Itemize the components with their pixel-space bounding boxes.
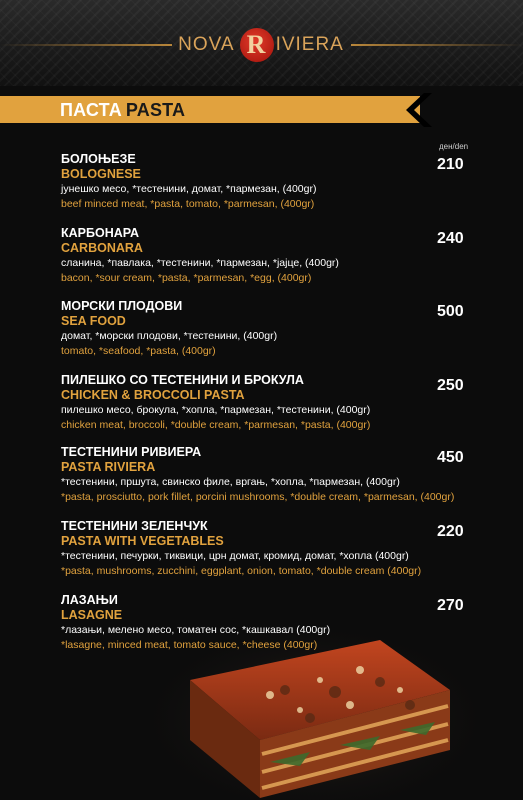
item-name-en: CHICKEN & BROCCOLI PASTA (61, 388, 245, 402)
brand-name-part2: IVIERA (275, 34, 344, 55)
menu-header (0, 0, 523, 86)
item-description-en: beef minced meat, *pasta, tomato, *parmesan, (400gr) (61, 198, 315, 210)
item-name-en: PASTA WITH VEGETABLES (61, 534, 224, 548)
item-name-mk: МОРСКИ ПЛОДОВИ (61, 299, 183, 313)
menu-item-pasta-vegetables (61, 519, 501, 578)
menu-item-sea-food (61, 299, 501, 358)
item-description-en: *lasagne, minced meat, tomato sauce, *cheese (400gr) (61, 639, 318, 651)
brand-logo (176, 27, 346, 63)
brand-name-part1: NOVA (178, 34, 235, 55)
item-description-mk: јунешко месо, *тестенини, домат, *пармезан, (400gr) (61, 183, 317, 195)
item-description-en: tomato, *seafood, *pasta, (400gr) (61, 345, 216, 357)
item-price: 240 (437, 230, 464, 247)
header-rule-left (0, 44, 172, 46)
menu-item-bolognese (61, 152, 501, 211)
item-description-en: *pasta, prosciutto, pork fillet, porcini mushrooms, *double cream, *parmesan, (400gr) (61, 491, 455, 503)
item-name-mk: БОЛОЊЕЗЕ (61, 152, 136, 166)
item-description-mk: *тестенини, печурки, тиквици, црн домат, кромид, домат, *хопла (400gr) (61, 550, 409, 562)
price-unit-label: ден/den (439, 142, 469, 151)
logo-emblem (240, 28, 274, 62)
item-description-en: chicken meat, broccoli, *double cream, *parmesan, *pasta, (400gr) (61, 419, 371, 431)
item-price: 210 (437, 156, 464, 173)
menu-item-chicken-broccoli (61, 373, 501, 432)
item-price: 220 (437, 523, 464, 540)
item-description-en: bacon, *sour cream, *pasta, *parmesan, *egg, (400gr) (61, 272, 312, 284)
item-price: 450 (437, 449, 464, 466)
item-name-mk: КАРБОНАРА (61, 226, 140, 240)
item-name-en: CARBONARA (61, 241, 143, 255)
item-description-mk: *тестенини, пршута, свинско филе, вргањ, *хопла, *пармезан, (400gr) (61, 476, 400, 488)
item-description-mk: сланина, *павлака, *тестенини, *пармезан, *јајце, (400gr) (61, 257, 339, 269)
section-title-en: PASTA (125, 100, 186, 120)
item-name-mk: ЛАЗАЊИ (61, 593, 118, 607)
item-name-mk: ТЕСТЕНИНИ ЗЕЛЕНЧУК (61, 519, 208, 533)
header-rule-right (351, 44, 523, 46)
item-description-mk: пилешко месо, брокула, *хопла, *пармезан, *тестенини, (400gr) (61, 404, 371, 416)
item-price: 500 (437, 303, 464, 320)
item-name-en: BOLOGNESE (61, 167, 141, 181)
item-name-en: PASTA RIVIERA (61, 460, 156, 474)
item-description-mk: домат, *морски плодови, *тестенини, (400gr) (61, 330, 278, 342)
item-name-en: LASAGNE (61, 608, 123, 622)
item-name-mk: ПИЛЕШКО СО ТЕСТЕНИНИ И БРОКУЛА (61, 373, 304, 387)
emblem-letter: R (246, 30, 267, 59)
item-price: 250 (437, 377, 464, 394)
item-name-en: SEA FOOD (61, 314, 126, 328)
section-title-mk: ПАСТА (60, 100, 122, 120)
section-title (60, 100, 185, 121)
item-name-mk: ТЕСТЕНИНИ РИВИЕРА (61, 445, 202, 459)
item-description-mk: *лазањи, мелено месо, томатен сос, *кашкавал (400gr) (61, 624, 331, 636)
menu-item-pasta-riviera (61, 445, 501, 504)
section-header-bar (0, 96, 420, 123)
menu-item-carbonara (61, 226, 501, 285)
item-price: 270 (437, 597, 464, 614)
menu-item-lasagne (61, 593, 501, 652)
chevron-left-icon (402, 93, 432, 127)
item-description-en: *pasta, mushrooms, zucchini, eggplant, onion, tomato, *double cream (400gr) (61, 565, 422, 577)
